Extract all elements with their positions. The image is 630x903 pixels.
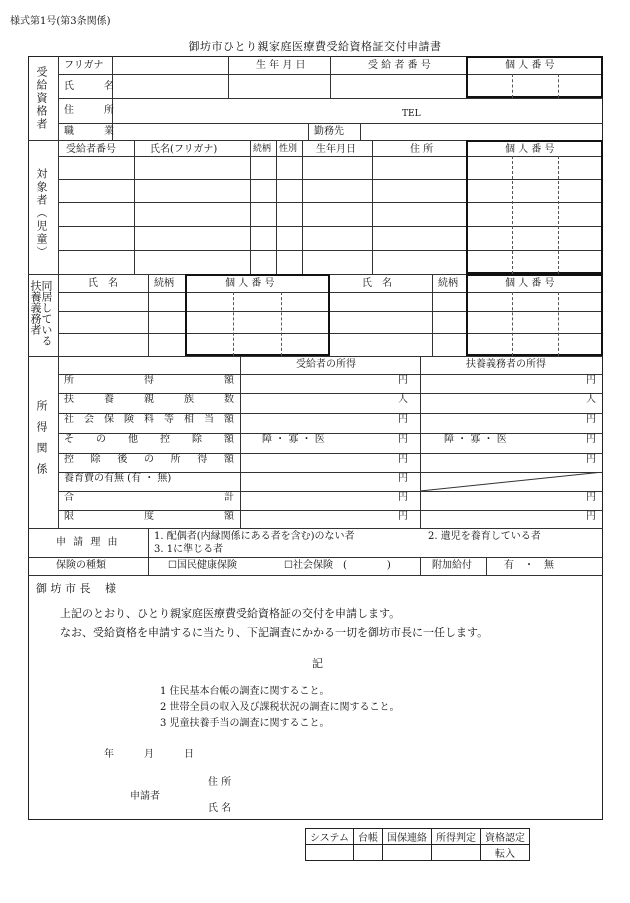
dep-col-my-number: 個 人 番 号 xyxy=(225,278,275,289)
reason-option-3[interactable]: 3. 1に準じる者 xyxy=(154,544,224,555)
income-row-label: 養育費の有無 (有 ・ 無) xyxy=(64,473,172,484)
divider xyxy=(28,557,603,558)
address-label: 住 所 xyxy=(64,105,124,116)
applicant-label: 申請者 xyxy=(130,791,160,802)
income-dependent-unit: 円 xyxy=(586,414,596,425)
income-dependent-unit: 円 xyxy=(586,434,596,445)
income-dependent-unit: 円 xyxy=(586,454,596,465)
form-title: 御坊市ひとり親家庭医療費受給資格証交付申請書 xyxy=(188,40,442,53)
additional-benefit-options[interactable]: 有 ・ 無 xyxy=(504,560,554,571)
subject-number-box xyxy=(466,140,603,274)
social-insurance-checkbox[interactable]: ☐社会保険 ( ) xyxy=(284,560,391,571)
divider xyxy=(28,528,603,529)
col-dob: 生年月日 xyxy=(316,144,356,155)
col-name-furigana: 氏名(フリガナ) xyxy=(150,144,218,155)
divider xyxy=(28,356,603,357)
income-row-label: 社会保険料等相当額 xyxy=(64,414,234,425)
office-col-system: システム xyxy=(306,829,354,845)
consent-item-1: 1 住民基本台帳の調査に関すること。 xyxy=(160,686,330,697)
income-row-label: 所得額 xyxy=(64,375,234,386)
income-row-label: 合計 xyxy=(64,492,234,503)
declaration-line-1: 上記のとおり、ひとり親家庭医療費受給資格証の交付を申請します。 xyxy=(60,607,401,620)
income-dependent-note: 障 ・ 寡 ・ 医 xyxy=(444,434,507,445)
applicant-address-label: 住 所 xyxy=(208,777,232,788)
workplace-label: 勤務先 xyxy=(314,126,344,137)
dep-col-relation-2: 続柄 xyxy=(438,278,458,289)
reason-option-1[interactable]: 1. 配偶者(内縁関係にある者を含む)のない者 xyxy=(154,531,355,542)
date-field[interactable]: 年 月 日 xyxy=(104,749,194,760)
job-label: 職 業 xyxy=(64,126,124,137)
office-col-income-judgement: 所得判定 xyxy=(432,829,481,845)
office-col-nhi: 国保連絡 xyxy=(383,829,432,845)
applicant-name-label: 氏 名 xyxy=(208,803,232,814)
income-recipient-unit: 人 xyxy=(398,394,408,405)
col-gender: 性別 xyxy=(279,144,298,154)
income-section-label: 所得関係 xyxy=(35,400,48,484)
recipient-no-label: 受 給 者 番 号 xyxy=(368,60,431,71)
income-recipient-unit: 円 xyxy=(398,473,408,484)
income-dependent-unit: 円 xyxy=(586,375,596,386)
income-dependent-unit: 人 xyxy=(586,394,596,405)
reason-label: 申 請 理 由 xyxy=(56,537,120,548)
income-row-label: 限度額 xyxy=(64,511,234,522)
income-dependent-unit: 円 xyxy=(586,511,596,522)
office-col-certification: 資格認定 xyxy=(481,829,530,845)
col-recipient-income: 受給者の所得 xyxy=(296,359,356,370)
income-recipient-unit: 円 xyxy=(398,434,408,445)
income-recipient-unit: 円 xyxy=(398,375,408,386)
my-number-label: 個 人 番 号 xyxy=(505,60,555,71)
divider xyxy=(28,575,603,576)
dep-col-name: 氏 名 xyxy=(88,278,118,289)
consent-item-2: 2 世帯全員の収入及び課税状況の調査に関すること。 xyxy=(160,702,400,713)
addressee: 御 坊 市 長 様 xyxy=(36,582,116,595)
ki-heading: 記 xyxy=(312,657,323,670)
tel-label: TEL xyxy=(402,109,421,119)
dep-col-name-2: 氏 名 xyxy=(362,278,392,289)
income-row-label: 扶養親族数 xyxy=(64,394,234,405)
income-recipient-unit: 円 xyxy=(398,454,408,465)
col-dependent-income: 扶養義務者の所得 xyxy=(466,359,546,370)
office-col-ledger: 台帳 xyxy=(354,829,383,845)
declaration-line-2: なお、受給資格を申請するに当たり、下記調査にかかる一切を御坊市長に一任します。 xyxy=(60,626,489,639)
col-my-number: 個 人 番 号 xyxy=(505,144,555,155)
income-row-label: その他控除額 xyxy=(64,434,234,445)
recipient-section-label: 受給資格者 xyxy=(35,66,48,131)
consent-item-3: 3 児童扶養手当の調査に関すること。 xyxy=(160,718,330,729)
income-row-label: 控除後の所得額 xyxy=(64,454,234,465)
reason-option-2[interactable]: 2. 遺児を養育している者 xyxy=(428,531,541,542)
income-recipient-unit: 円 xyxy=(398,492,408,503)
dep-col-relation: 続柄 xyxy=(154,278,174,289)
office-use-table xyxy=(305,828,530,861)
name-label: 氏 名 xyxy=(64,81,124,92)
col-recipient-no: 受給者番号 xyxy=(66,144,116,155)
col-address: 住 所 xyxy=(410,144,434,155)
insurance-label: 保険の種類 xyxy=(56,560,106,571)
income-recipient-unit: 円 xyxy=(398,414,408,425)
col-relation: 続柄 xyxy=(253,144,272,154)
dep-col-my-number-2: 個 人 番 号 xyxy=(505,278,555,289)
income-recipient-note: 障 ・ 寡 ・ 医 xyxy=(262,434,325,445)
additional-benefit-label: 附加給付 xyxy=(432,560,472,571)
office-transfer: 転入 xyxy=(481,845,530,861)
form-number: 様式第1号(第3条関係) xyxy=(10,16,111,27)
income-dependent-unit: 円 xyxy=(586,492,596,503)
subject-section-label: 対象者（児童） xyxy=(35,168,48,259)
national-insurance-checkbox[interactable]: ☐国民健康保険 xyxy=(168,560,237,571)
income-recipient-unit: 円 xyxy=(398,511,408,522)
dependent-section-label: 同居している扶養義務者 xyxy=(29,280,53,346)
furigana-label: フリガナ xyxy=(64,60,104,71)
dob-label: 生 年 月 日 xyxy=(256,60,306,71)
